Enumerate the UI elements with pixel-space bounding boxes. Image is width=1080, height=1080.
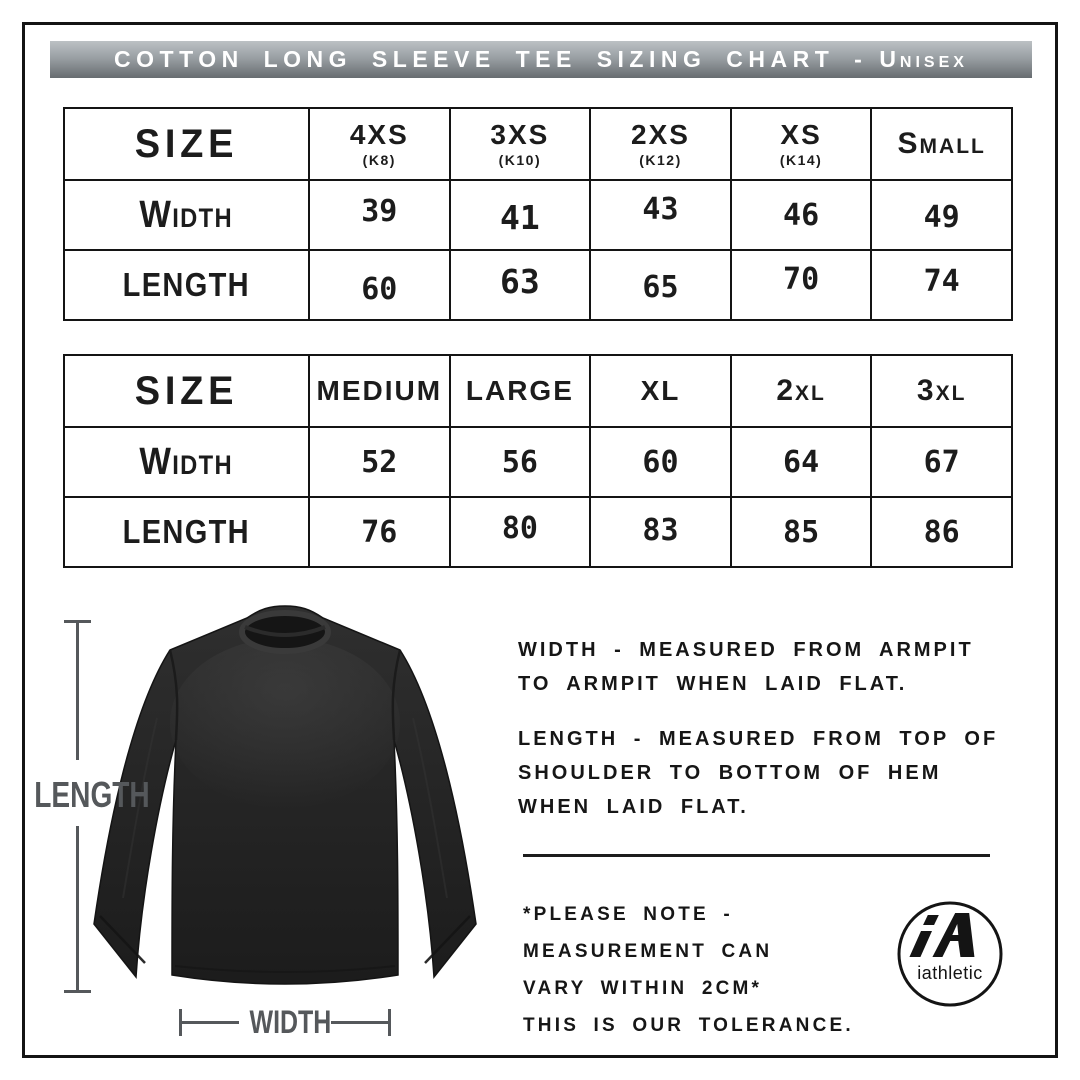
width-note-line: TO ARMPIT WHEN LAID FLAT. — [518, 673, 908, 695]
length-dim-bottom-tick — [64, 990, 91, 993]
tolerance-line: VARY WITHIN 2CM* — [523, 978, 763, 999]
width-note-line: WIDTH - MEASURED FROM ARMPIT — [518, 639, 974, 661]
size-header-cell: SIZE — [64, 108, 309, 180]
value-width-xl: 60 — [590, 427, 731, 497]
col-header-medium: MEDIUM — [309, 355, 450, 427]
size-table-upper — [63, 107, 1013, 321]
title-bar — [50, 41, 1032, 78]
logo-wordmark: iathletic — [917, 963, 983, 983]
value-width-xs: 46 — [731, 180, 872, 250]
tolerance-note — [523, 896, 854, 1044]
width-dim-line-right — [331, 1021, 388, 1024]
tolerance-line: *PLEASE NOTE - — [523, 904, 733, 925]
value-length-large: 80 — [450, 497, 591, 567]
size-header-cell: SIZE — [64, 355, 309, 427]
value-length-3xs: 63 — [450, 250, 591, 320]
value-width-2xs: 43 — [590, 180, 731, 250]
col-header-large: LARGE — [450, 355, 591, 427]
value-width-3xs: 41 — [450, 180, 591, 250]
col-header-3xs: 3XS (K10) — [450, 108, 591, 180]
page-title: COTTON LONG SLEEVE TEE SIZING CHART - — [114, 46, 868, 72]
value-length-2xl: 85 — [731, 497, 872, 567]
width-dim-line-left — [182, 1021, 239, 1024]
value-length-medium: 76 — [309, 497, 450, 567]
tolerance-line: MEASUREMENT CAN — [523, 941, 773, 962]
length-dim-line-upper — [76, 620, 79, 760]
measurement-notes — [518, 633, 998, 824]
size-table-lower — [63, 354, 1013, 568]
length-note-line: LENGTH - MEASURED FROM TOP OF — [518, 728, 999, 750]
chest-highlight — [170, 638, 400, 808]
row-label-width: Width — [64, 427, 309, 497]
col-header-2xl: 2xl — [731, 355, 872, 427]
value-length-2xs: 65 — [590, 250, 731, 320]
value-length-xs: 70 — [731, 250, 872, 320]
col-header-small: Small — [871, 108, 1012, 180]
length-note-line: WHEN LAID FLAT. — [518, 796, 749, 818]
value-length-xl: 83 — [590, 497, 731, 567]
width-label: WIDTH — [249, 1004, 332, 1040]
length-label: LENGTH — [34, 774, 150, 815]
value-width-small: 49 — [871, 180, 1012, 250]
value-length-4xs: 60 — [309, 250, 450, 320]
tolerance-line: THIS IS OUR TOLERANCE. — [523, 1015, 854, 1036]
row-label-length: LENGTH — [64, 497, 309, 567]
value-length-3xl: 86 — [871, 497, 1012, 567]
row-label-length: LENGTH — [64, 250, 309, 320]
value-width-large: 56 — [450, 427, 591, 497]
value-length-small: 74 — [871, 250, 1012, 320]
brand-logo — [894, 897, 1006, 1012]
col-header-xl: XL — [590, 355, 731, 427]
col-header-4xs: 4XS (K8) — [309, 108, 450, 180]
length-dim-line-lower — [76, 826, 79, 992]
length-note-line: SHOULDER TO BOTTOM OF HEM — [518, 762, 942, 784]
value-width-2xl: 64 — [731, 427, 872, 497]
col-header-3xl: 3xl — [871, 355, 1012, 427]
value-width-4xs: 39 — [309, 180, 450, 250]
value-width-medium: 52 — [309, 427, 450, 497]
divider-line — [523, 854, 990, 857]
row-label-width: Width — [64, 180, 309, 250]
page-title-suffix: Unisex — [879, 46, 968, 72]
col-header-xs: XS (K14) — [731, 108, 872, 180]
col-header-2xs: 2XS (K12) — [590, 108, 731, 180]
value-width-3xl: 67 — [871, 427, 1012, 497]
width-dim-right-tick — [388, 1009, 391, 1036]
